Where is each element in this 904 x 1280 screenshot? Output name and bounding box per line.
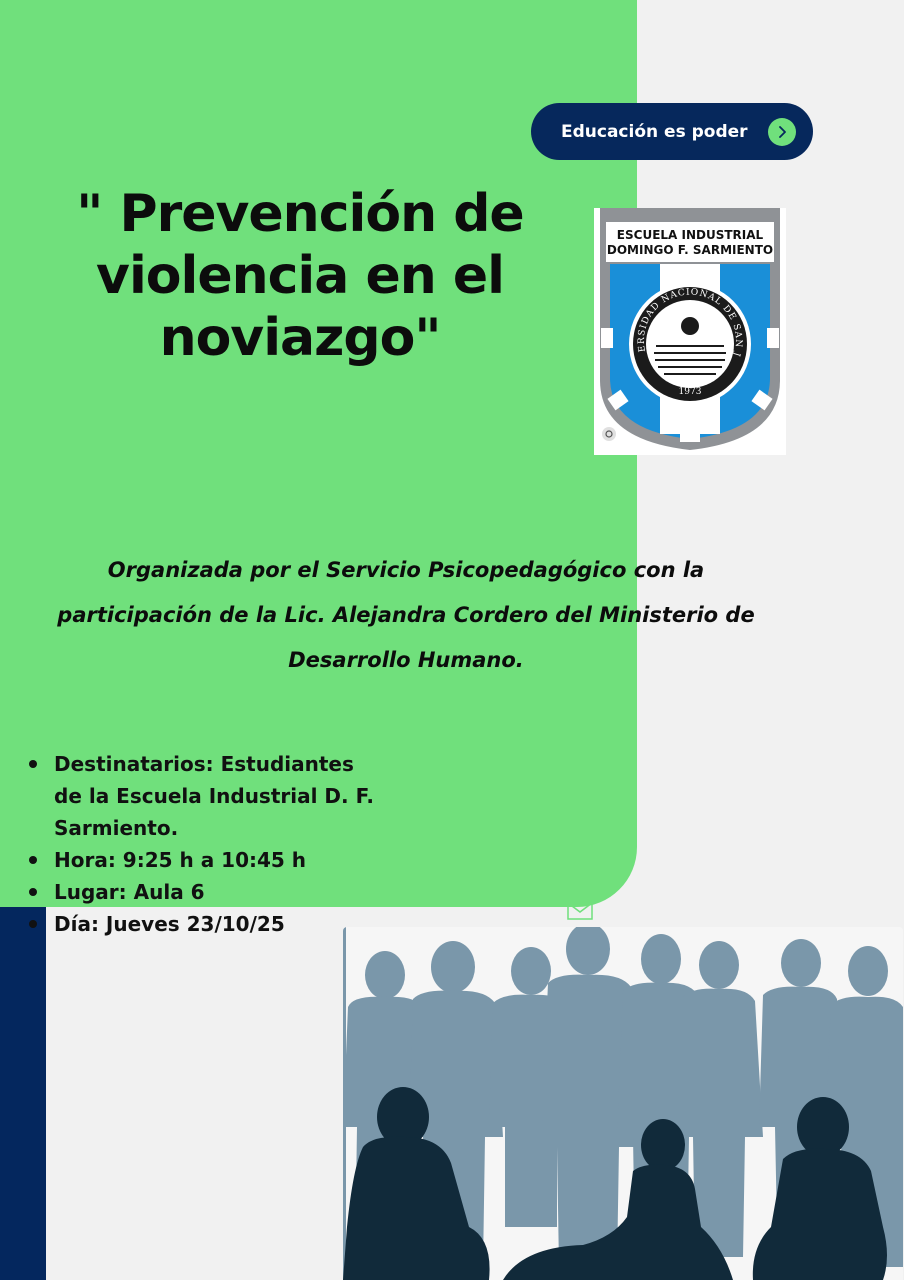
logo-line1: ESCUELA INDUSTRIAL [616,228,764,242]
bullet-icon [29,920,37,928]
detail-day: Día: Jueves 23/10/25 [26,908,386,940]
organizer-line: Organizada por el Servicio Psicopedagógico con la [107,558,705,582]
bullet-icon [29,856,37,864]
group-silhouette-image [343,927,903,1280]
title-line: violencia en el [96,246,504,306]
seal-text: ERSIDAD NACIONAL DE SAN J [636,287,744,359]
title-line: " Prevención de [76,184,524,244]
title-line: noviazgo" [159,308,441,368]
envelope-icon [567,902,593,925]
navy-side-strip [0,907,46,1280]
education-pill-button[interactable] [531,103,813,160]
event-details-list [26,748,386,940]
bullet-icon [29,888,37,896]
detail-audience: Destinatarios: Estudiantes de la Escuela Industrial D. F. Sarmiento. [26,748,386,844]
event-title [40,183,560,369]
detail-place: Lugar: Aula 6 [26,876,386,908]
pill-label: Educación es poder [561,121,748,142]
chevron-right-icon [768,118,796,146]
organizer-line: Desarrollo Humano. [288,648,524,672]
bullet-icon [29,760,37,768]
school-logo [594,208,786,455]
organizer-text [30,548,782,683]
organizer-line: participación de la Lic. Alejandra Cordero del Ministerio de [57,603,755,627]
seal-year: 1973 [678,387,702,397]
logo-line2: DOMINGO F. SARMIENTO [606,243,774,257]
detail-time: Hora: 9:25 h a 10:45 h [26,844,386,876]
